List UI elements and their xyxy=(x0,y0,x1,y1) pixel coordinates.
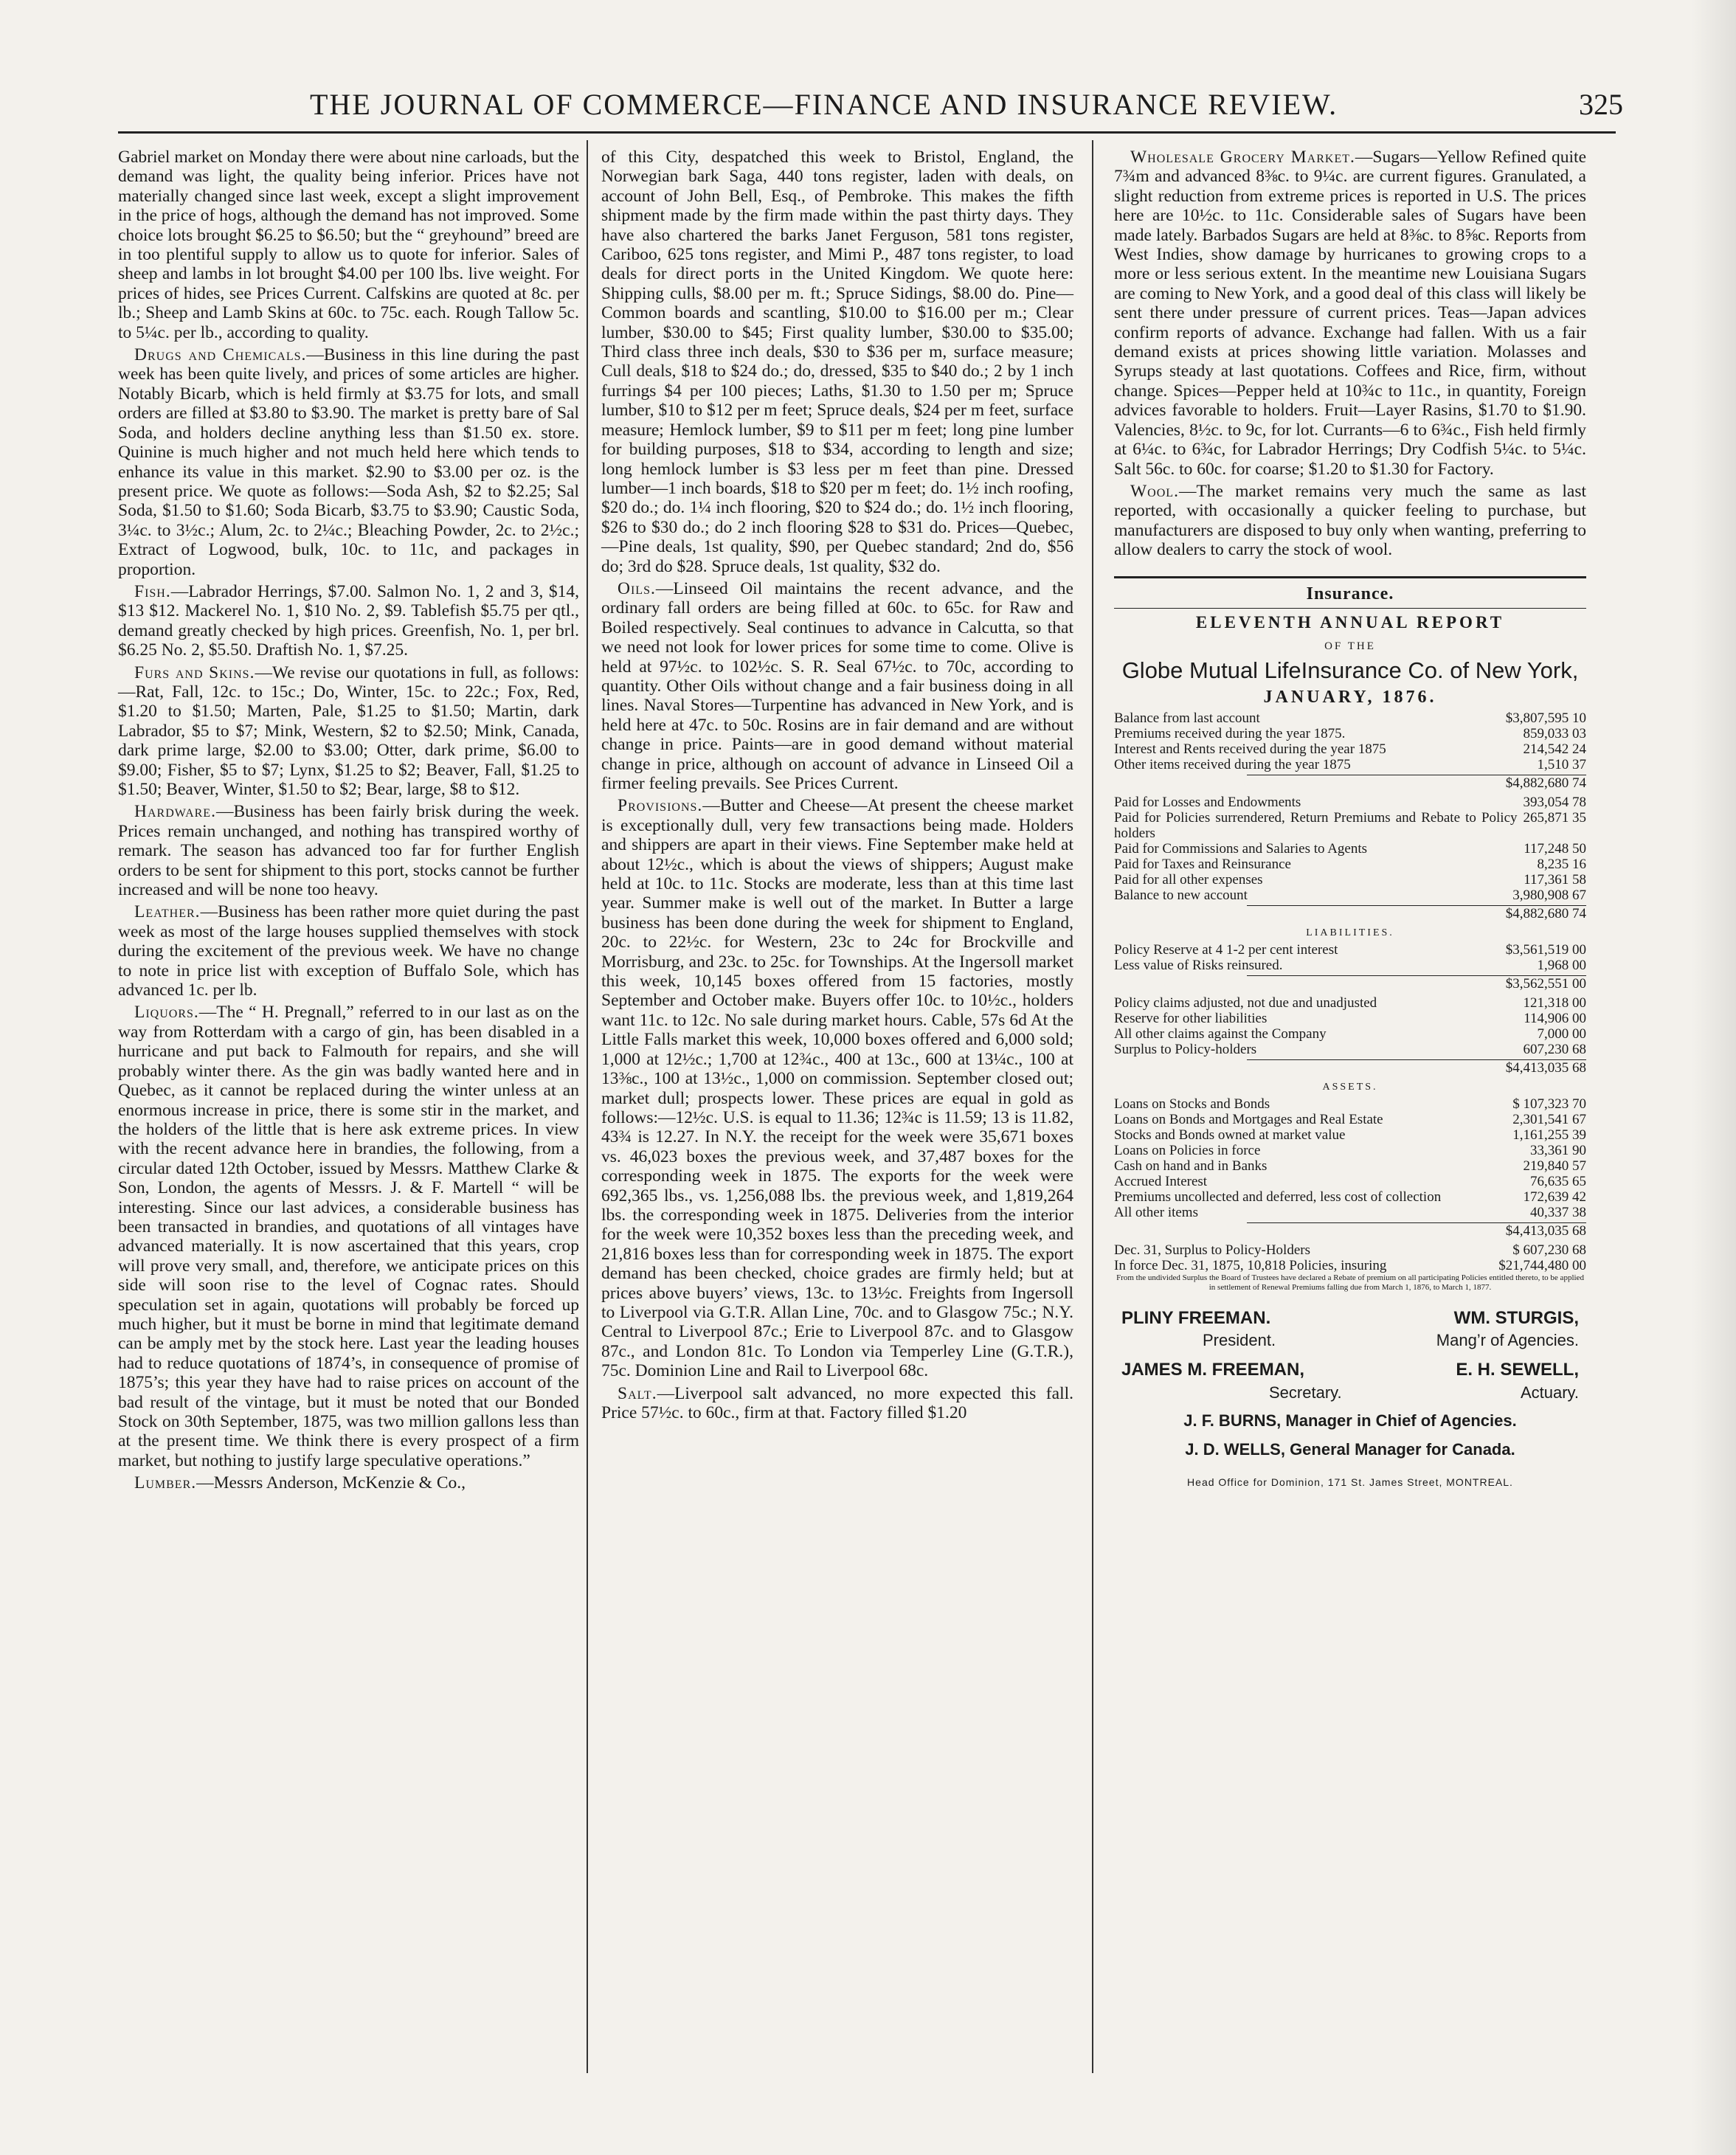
disbursement-row xyxy=(1114,810,1586,841)
page-header xyxy=(310,87,1623,131)
column-divider-1 xyxy=(587,140,588,2073)
insurance-section-heading: Insurance. xyxy=(1306,584,1394,603)
lumber-heading: Lumber. xyxy=(134,1473,197,1493)
column-2 xyxy=(601,148,1073,1425)
grocery-paragraph xyxy=(1114,148,1586,479)
liability-row-amount: 114,906 00 xyxy=(1524,1010,1586,1026)
hardware-text: —Business has been fairly brisk during the week. Prices remain unchanged, and nothing has transpired worthy of remark. The season has advanced too far for further English orders to be sent for shipment to this port, stocks cannot be further increased and will be none too heavy. xyxy=(118,802,579,900)
cattle-market-paragraph: Gabriel market on Monday there were about nine carloads, but the demand was light, the quality being inferior. Prices have not materially changed since last week, except a slight improvement in the price of hogs, although the demand has not improved. Some choice lots brought $6.25 to $6.50; but the “ greyhound” breed are in too plentiful supply to allow us to quote for inferior. Sales of sheep and lambs in lot brought $4.00 per 100 lbs. live weight. For prices of hides, see Prices Current. Calfskins are quoted at 8c. per lb.; Sheep and Lamb Skins at 60c. to 75c. each. Rough Tallow 5c. to 5¼c. per lb., according to quality. xyxy=(118,148,579,342)
report-of-the: OF THE xyxy=(1324,640,1376,653)
page-number: 325 xyxy=(1579,88,1623,121)
wool-heading: Wool. xyxy=(1130,481,1179,501)
hardware-paragraph xyxy=(118,802,579,899)
reserve-label: Policy Reserve at 4 1-2 per cent interest xyxy=(1114,941,1338,958)
column-divider-2 xyxy=(1092,140,1093,2073)
disbursement-row xyxy=(1114,888,1586,903)
disbursement-row-amount: 117,248 50 xyxy=(1524,840,1586,857)
asset-row xyxy=(1114,1143,1586,1158)
provisions-heading: Provisions. xyxy=(618,796,703,816)
reserve-amount: $3,561,519 00 xyxy=(1505,941,1586,958)
oils-text: —Linseed Oil maintains the recent advance, and the ordinary fall orders are being filled at 60c. to 65c. for Raw and Boiled respectively. Seal continues to advance in Calcutta, so that we need not look for lower prices for some time to come. Olive is held at 97½c. to 102½c. S. R. Seal 67½c. to 70c, according to quantity. Other Oils without change and a fair business doing in all lines. Naval Stores—Turpentine has advanced in New York, and is held here at 47c. to 50c. Rosins are in fair demand and are without change in price. Paints—are in good demand without material change in price, although on account of advance in Linseed Oil a firmer feeling prevails. See Prices Current. xyxy=(601,578,1073,793)
officers-block xyxy=(1114,1309,1586,1492)
asset-row-amount: 33,361 90 xyxy=(1530,1142,1586,1158)
asset-row xyxy=(1114,1112,1586,1127)
disbursement-row-amount: 117,361 58 xyxy=(1524,871,1586,888)
disbursement-row xyxy=(1114,795,1586,810)
asset-row-label: Stocks and Bonds owned at market value xyxy=(1114,1127,1346,1143)
grocery-text: —Sugars—Yellow Refined quite 7¾m and advanced 8⅜c. to 9¼c. are current figures. Granulated, a slight reduction from extreme prices is reported in U.S. The prices here are 10½c. to 11c. Considerable sales of Sugars have been made lately. Barbados Sugars are held at 8⅜c. to 8⅝c. Reports from West Indies, show damage by hurricanes to growing crops to a more or less serious extent. In the meantime new Louisiana Sugars are coming to New York, and a good deal of this class will likely be sent there under pressure of current prices. Teas—Japan advices confirm reports of advance. Exchange had fallen. With us a fair demand exists at prices showing little variation. Molasses and Syrups steady at last quotations. Coffees and Rice, firm, without change. Spices—Pepper held at 10¾c to 11c., in quantity, Foreign advices favorable to holders. Fruit—Layer Rasins, $1.70 to $1.90. Valencies, 8½c. to 9c, for lot. Currants—6 to 6¾c., Fish held firmly at 6¼c. to 6¾c, for Labrador Herrings; Dry Codfish 5¼c. to 5¼c. Salt 56c. to 60c. for coarse; $1.20 to $1.30 for Factory. xyxy=(1114,148,1586,479)
income-row xyxy=(1114,741,1586,757)
liquors-heading: Liquors. xyxy=(134,1003,199,1023)
disbursement-row-label: Paid for all other expenses xyxy=(1114,871,1263,888)
agencies-manager-name: WM. STURGIS, xyxy=(1453,1307,1579,1328)
reinsured-row xyxy=(1114,958,1586,973)
income-row xyxy=(1114,710,1586,726)
asset-row-label: Loans on Policies in force xyxy=(1114,1142,1261,1158)
furs-text: —We revise our quotations in full, as follows:—Rat, Fall, 12c. to 15c.; Do, Winter, 15c. to 22c.; Fox, Red, $1.20 to $1.50; Marten, Pale, $1.25 to $1.50; Martin, dark Labrador, $5 to $7; Mink, Western, $2 to $2.50; Mink, Canada, dark prime large, $2.00 to $3.00; Otter, dark prime, $6.00 to $9.00; Fisher, $5 to $7; Lynx, $1.25 to $2; Beaver, Fall, $1.25 to $1.50; Beaver, Winter, $1.50 to $2; Bear, large, $8 to $12. xyxy=(118,663,579,799)
grocery-heading: Wholesale Grocery Market. xyxy=(1130,148,1355,167)
disbursement-row-label: Paid for Policies surrendered, Return Premiums and Rebate to Policy holders xyxy=(1114,809,1518,841)
asset-row xyxy=(1114,1127,1586,1143)
report-date: JANUARY, 1876. xyxy=(1263,688,1437,708)
president-title: President. xyxy=(1203,1330,1276,1349)
income-row-amount: 859,033 03 xyxy=(1523,725,1586,741)
company-name: Globe Mutual LifeInsurance Co. of New York, xyxy=(1121,657,1579,683)
asset-row-label: Loans on Stocks and Bonds xyxy=(1114,1096,1270,1112)
disbursement-row-label: Paid for Commissions and Salaries to Agents xyxy=(1114,840,1368,857)
column-3 xyxy=(1114,148,1586,1492)
income-row-amount: 214,542 24 xyxy=(1523,741,1586,757)
income-row xyxy=(1114,726,1586,741)
secretary-name: JAMES M. FREEMAN, xyxy=(1121,1360,1305,1380)
leather-text: —Business has been rather more quiet during the past week as most of the large houses supplied themselves with stock during the excitement of the previous week. We have no change to note in price list with exception of Buffalo Sole, which has advanced 1c. per lb. xyxy=(118,902,579,1000)
reinsured-amount: 1,968 00 xyxy=(1537,957,1586,973)
income-row-label: Interest and Rents received during the year 1875 xyxy=(1114,741,1386,757)
canada-general-manager: J. D. WELLS, General Manager for Canada. xyxy=(1185,1439,1515,1459)
asset-row-label: Loans on Bonds and Mortgages and Real Estate xyxy=(1114,1111,1383,1127)
lumber-continued-paragraph: of this City, despatched this week to Bristol, England, the Norwegian bark Saga, 440 tons register, laden with deals, on account of John Bell, Esq., of Pembroke. This makes the fifth shipment made by the firm made within the past thirty days. They have also chartered the barks Janet Ferguson, 581 tons register, Cariboo, 625 tons register, and Mimi P., 487 tons register, to load deals for direct ports in the United Kingdom. We quote here: Shipping culls, $8.00 per m. ft.; Spruce Sidings, $8.00 do. Pine—Common boards and scantling, $10.00 to $16.00 per m.; Clear lumber, $30.00 to $45; First quality lumber, $30.00 to $35.00; Third class three inch deals, $30 to $36 per m, surface measure; Cull deals, $18 to $24 do.; do, dressed, $35 to $40 do.; 2 by 1 inch furrings $4 per 100 pieces; Laths, $1.30 to 1.50 per m; Spruce lumber, $10 to $12 per m feet; Spruce deals, $24 per m feet, surface measure; Hemlock lumber, $9 to $11 per m feet; long pine lumber for building purposes, $18 to $34, according to length and size; long hemlock lumber is $3 less per m feet than pine. Dressed lumber—1 inch boards, $18 to $20 per m feet; do. 1½ inch roofing, $20 do.; do. 1¼ inch flooring, $20 to $24 do.; do. 1½ inch flooring, $26 to $30 do.; do 2 inch flooring $28 to $31 do. Prices—Quebec,—Pine deals, 1st quality, $90, per Quebec standard; 2nd do, $56 do; 3rd do $28. Spruce deals, 1st quality, $32 do. xyxy=(601,148,1073,576)
liability-row-label: Surplus to Policy-holders xyxy=(1114,1041,1257,1057)
asset-row xyxy=(1114,1205,1586,1220)
liability-row-label: Reserve for other liabilities xyxy=(1114,1010,1268,1026)
officers-titles-2 xyxy=(1114,1383,1586,1402)
liability-row xyxy=(1114,995,1586,1011)
asset-row-amount: 76,635 65 xyxy=(1530,1173,1586,1189)
assets-total: $4,413,035 68 xyxy=(1247,1222,1586,1239)
income-row-label: Premiums received during the year 1875. xyxy=(1114,725,1346,741)
drugs-text: —Business in this line during the past week has been quite lively, and prices of some articles are higher. Notably Bicarb, which is held firmly at $3.75 for lots, and small orders are filled at $3.80 to $3.90. The market is pretty bare of Sal Soda, and holders decline anything less than $1.50 ex. store. Quinine is much higher and not much held here which tends to enhance its value in this market. $2.90 to $3.00 per oz. is the present price. We quote as follows:—Soda Ash, $2 to $2.25; Sal Soda, $1.50 to $1.60; Soda Bicarb, $3.75 to $3.90; Caustic Soda, 3¼c. to 3½c.; Alum, 2c. to 2¼c.; Bleaching Powder, 2c. to 2½c.; Extract of Logwood, bulk, 10c. to 11c, and packages in proportion. xyxy=(118,345,579,579)
fish-heading: Fish. xyxy=(134,581,171,601)
income-row-amount: $3,807,595 10 xyxy=(1505,710,1586,726)
reserve-row xyxy=(1114,942,1586,958)
asset-row-amount: 172,639 42 xyxy=(1523,1189,1586,1205)
financial-statement xyxy=(1114,710,1586,1293)
salt-heading: Salt. xyxy=(618,1383,657,1403)
provisions-paragraph xyxy=(601,796,1073,1380)
disbursement-row xyxy=(1114,872,1586,888)
asset-row xyxy=(1114,1096,1586,1112)
liabilities-total: $4,413,035 68 xyxy=(1247,1059,1586,1076)
liabilities-heading: LIABILITIES. xyxy=(1306,927,1394,938)
liquors-paragraph xyxy=(118,1003,579,1470)
agencies-manager-title: Mang’r of Agencies. xyxy=(1436,1330,1579,1349)
salt-text: —Liverpool salt advanced, no more expected this fall. Price 57½c. to 60c., firm at that. Factory filled $1.20 xyxy=(601,1383,1073,1422)
inforce-row xyxy=(1114,1258,1586,1273)
liability-row-amount: 7,000 00 xyxy=(1537,1025,1586,1042)
inforce-label: In force Dec. 31, 1875, 10,818 Policies, insuring xyxy=(1114,1257,1387,1273)
surplus-label: Dec. 31, Surplus to Policy-Holders xyxy=(1114,1242,1310,1258)
lumber-paragraph xyxy=(118,1473,579,1492)
disbursement-row-amount: 393,054 78 xyxy=(1523,794,1586,810)
salt-paragraph xyxy=(601,1384,1073,1423)
income-list xyxy=(1114,710,1586,772)
disbursement-row xyxy=(1114,857,1586,872)
asset-row-label: Accrued Interest xyxy=(1114,1173,1208,1189)
reserve-net: $3,562,551 00 xyxy=(1247,975,1586,992)
assets-list xyxy=(1114,1096,1586,1220)
asset-row xyxy=(1114,1174,1586,1189)
disbursement-row-amount: 3,980,908 67 xyxy=(1512,887,1586,903)
disbursement-row-amount: 265,871 35 xyxy=(1523,809,1586,826)
rebate-note: From the undivided Surplus the Board of Trustees have declared a Rebate of premium on all participating Policies entitled thereto, to be applied in settlement of Renewal Premiums falling due from March 1, 1876, to March 1, 1877. xyxy=(1116,1273,1584,1292)
officers-row-1 xyxy=(1114,1309,1586,1328)
chief-agencies-manager: J. F. BURNS, Manager in Chief of Agencies. xyxy=(1183,1411,1517,1431)
actuary-name: E. H. SEWELL, xyxy=(1456,1360,1579,1380)
liability-row xyxy=(1114,1026,1586,1042)
insurance-separator xyxy=(1114,576,1586,578)
provisions-text: —Butter and Cheese—At present the cheese market is exceptionally dull, very few transactions being made. Holders and shippers are apart in their views. Fine September make held at about 12½c., which is about the views of shippers; August make held at 10c. to 11c. Stocks are moderate, less than at this time last year. Summer make is well out of the market. In Butter a large business has been done during the week for shipment to England, 20c. to 22½c. for Western, 23c to 24c for Brockville and Morrisburg, and 23c. to 25c. for Townships. At the Ingersoll market this week, 10,145 boxes offered from 15 factories, mostly September and October make. Buyers offer 10c. to 10½c., holders want 11c. to 12c. No sale during market hours. Cable, 57s 6d At the Little Falls market this week, 10,000 boxes offered and 6,000 sold; 1,000 at 12½c.; 1,700 at 12¾c., 400 at 13c., 600 at 13¼c., 100 at 13⅜c., 100 at 13½c., 1,000 on commission. September closed out; market dull; prospects lower. These prices are equal in gold as follows:—12½c. U.S. is equal to 11.36; 12¾c is 11.59; 13 is 11.82, 43¾ is 12.27. In N.Y. the receipt for the week were 35,671 boxes vs. 46,023 boxes the previous week, and 37,487 boxes for the corresponding week in 1875. The exports for the week were 692,365 lbs., vs. 1,256,088 lbs. the previous week, and 1,819,264 lbs. the corresponding week in 1875. Deliveries from the interior for the week were 10,352 boxes less than the preceding week, and 21,816 boxes less than for corresponding week in 1875. The export demand has been checked, choice grades are firmly held; but at prices above buyers’ views, 13c. to 13½c. Freights from Ingersoll to Liverpool via G.T.R. Allan Line, 70c. and to Glasgow 75c.; N.Y. Central to Liverpool 87c.; Erie to Liverpool 87c. and to Glasgow 87c., and London 81c. To London via Temperley Line (G.T.R.), 75c. Dominion Line and Rail to Liverpool 68c. xyxy=(601,796,1073,1381)
income-row-amount: 1,510 37 xyxy=(1537,756,1586,772)
disbursement-row-label: Balance to new account xyxy=(1114,887,1248,903)
disbursement-row-amount: 8,235 16 xyxy=(1537,856,1586,872)
liquors-text: —The “ H. Pregnall,” referred to in our last as on the way from Rotterdam with a cargo of gin, has been disabled in a hurricane and put back to Falmouth for repairs, and she will probably winter there. As the gin was badly wanted here and in Quebec, as it cannot be replaced during the winter unless at an enormous increase in price, there is some stir in the market, and the holders of the little that is here ask extreme prices. In view with the recent advance here in brandies, the following, from a circular dated 12th October, issued by Messrs. Matthew Clarke & Son, London, the agents of Messrs. J. & F. Martell “ will be interesting. Since our last advices, a considerable business has been transacted in brandies, and quotations of all vintages have advanced materially. It is now ascertained that this years, crop will prove very small, and, therefore, we anticipate prices on this side will soon rise to the level of Cognac rates. Should speculation set in again, quotations will probably be forced up much higher, but it must be borne in mind that legitimate demand can be amply met by the stock here. Last year the leading houses had to reduce quotations of 1874’s, in consequence of promise of 1875’s; this year they have had to raise prices on account of the bad result of the vintage, but it must be noted that our Bonded Stock on 30th September, 1875, was two million gallons less than at the present time. We think there is every prospect of a firm market, but nothing to justify large speculative operations.” xyxy=(118,1003,579,1470)
disbursement-row-label: Paid for Losses and Endowments xyxy=(1114,794,1301,810)
drugs-heading: Drugs and Chemicals. xyxy=(134,345,307,365)
liability-row-amount: 607,230 68 xyxy=(1523,1041,1586,1057)
lumber-text: —Messrs Anderson, McKenzie & Co., xyxy=(196,1473,466,1493)
liability-row-amount: 121,318 00 xyxy=(1523,995,1586,1011)
secretary-title: Secretary. xyxy=(1269,1383,1342,1402)
disbursement-list xyxy=(1114,795,1586,903)
surplus-amount: $ 607,230 68 xyxy=(1512,1242,1586,1258)
asset-row xyxy=(1114,1189,1586,1205)
head-office-address: Head Office for Dominion, 171 St. James Street, MONTREAL. xyxy=(1187,1476,1513,1488)
asset-row xyxy=(1114,1158,1586,1174)
income-total: $4,882,680 74 xyxy=(1247,775,1586,791)
liabilities-list xyxy=(1114,995,1586,1057)
asset-row-label: Cash on hand and in Banks xyxy=(1114,1158,1268,1174)
president-name: PLINY FREEMAN. xyxy=(1121,1307,1271,1328)
asset-row-amount: $ 107,323 70 xyxy=(1512,1096,1586,1112)
hardware-heading: Hardware. xyxy=(134,802,216,822)
disbursement-row-label: Paid for Taxes and Reinsurance xyxy=(1114,856,1291,872)
inforce-amount: $21,744,480 00 xyxy=(1498,1257,1586,1273)
liability-row xyxy=(1114,1042,1586,1057)
disbursement-total: $4,882,680 74 xyxy=(1247,905,1586,921)
column-1 xyxy=(118,148,579,1496)
fish-text: —Labrador Herrings, $7.00. Salmon No. 1, 2 and 3, $14, $13 $12. Mackerel No. 1, $10 No. 2, $9. Tablefish $5.75 per qtl., demand greatly checked by high prices. Greenfish, No. 1, per brl. $6.25 No. 2, $5.50. Draftish No. 1, $7.25. xyxy=(118,581,579,660)
furs-heading: Furs and Skins. xyxy=(134,663,255,682)
liability-row-label: All other claims against the Company xyxy=(1114,1025,1327,1042)
asset-row-amount: 1,161,255 39 xyxy=(1512,1127,1586,1143)
income-row xyxy=(1114,757,1586,772)
leather-paragraph xyxy=(118,902,579,1000)
asset-row-label: All other items xyxy=(1114,1204,1198,1220)
actuary-title: Actuary. xyxy=(1520,1383,1579,1402)
asset-row-amount: 40,337 38 xyxy=(1530,1204,1586,1220)
wool-text: —The market remains very much the same as last reported, with occasionally a quicker feeling to purchase, but manufacturers are disposed to buy only when wanting, preferring to allow dealers to carry the stock of wool. xyxy=(1114,481,1586,560)
disbursement-row xyxy=(1114,841,1586,857)
journal-title: THE JOURNAL OF COMMERCE—FINANCE AND INSURANCE REVIEW. xyxy=(310,88,1338,121)
furs-paragraph xyxy=(118,663,579,800)
officers-titles-1 xyxy=(1114,1331,1586,1350)
income-row-label: Other items received during the year 1875 xyxy=(1114,756,1351,772)
drugs-paragraph xyxy=(118,345,579,579)
fish-paragraph xyxy=(118,582,579,660)
surplus-row xyxy=(1114,1242,1586,1258)
leather-heading: Leather. xyxy=(134,902,201,922)
asset-row-amount: 2,301,541 67 xyxy=(1512,1111,1586,1127)
wool-paragraph xyxy=(1114,482,1586,560)
assets-heading: ASSETS. xyxy=(1322,1081,1378,1093)
asset-row-label: Premiums uncollected and deferred, less cost of collection xyxy=(1114,1189,1442,1205)
income-row-label: Balance from last account xyxy=(1114,710,1260,726)
scan-edge-shadow xyxy=(1692,0,1736,2155)
asset-row-amount: 219,840 57 xyxy=(1523,1158,1586,1174)
oils-paragraph xyxy=(601,579,1073,793)
officers-row-2 xyxy=(1114,1360,1586,1380)
oils-heading: Oils. xyxy=(618,578,656,598)
header-rule xyxy=(118,131,1616,134)
liability-row xyxy=(1114,1011,1586,1026)
liability-row-label: Policy claims adjusted, not due and unadjusted xyxy=(1114,995,1377,1011)
insurance-rule xyxy=(1114,608,1586,609)
reinsured-label: Less value of Risks reinsured. xyxy=(1114,957,1283,973)
report-title: ELEVENTH ANNUAL REPORT xyxy=(1195,612,1505,632)
